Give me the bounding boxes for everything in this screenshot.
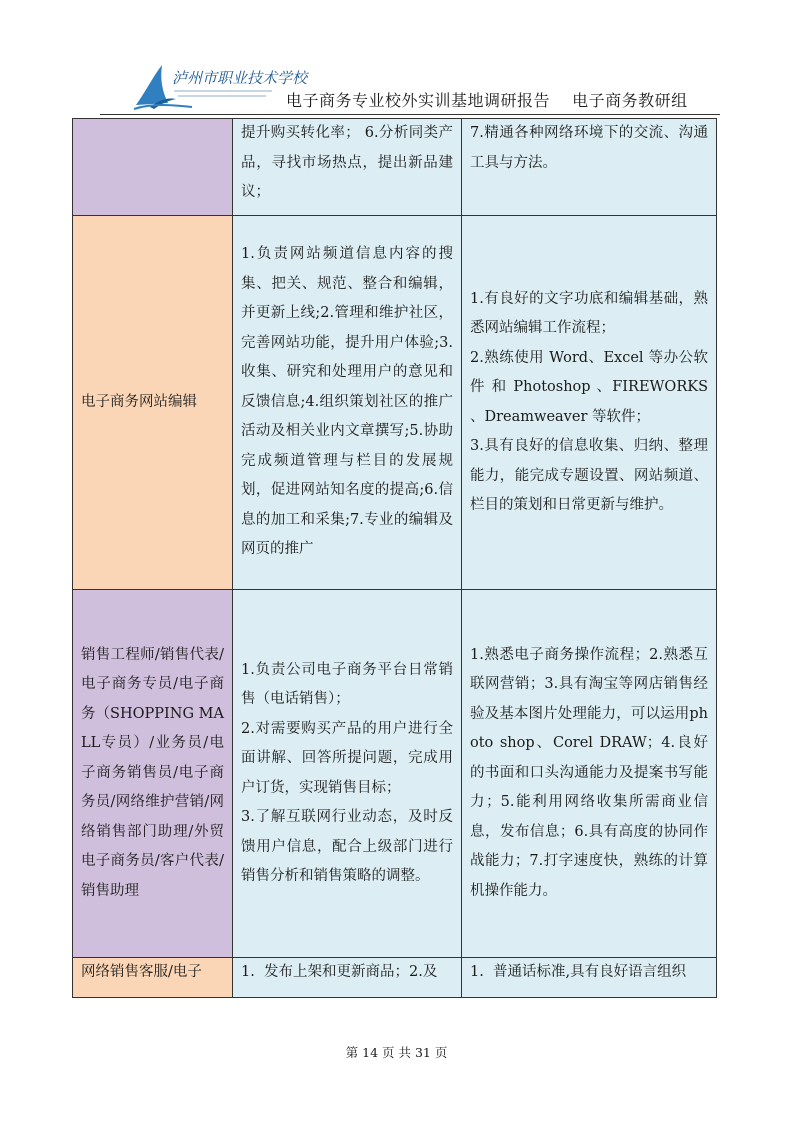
page-number: 第 14 页 共 31 页 <box>345 1045 448 1060</box>
requirements-cell: 1.有良好的文字功底和编辑基础，熟悉网站编辑工作流程； 2.熟练使用 Word、Excel 等办公软件 和 Photoshop 、FIREWORKS 、Dreamweaver 等软件； 3.具有良好的信息收集、归纳、整理能力，能完成专题设置、网站频道、栏目的策划和日常更新与维护。 <box>462 216 717 590</box>
duties-cell: 1. 发布上架和更新商品；2.及 <box>233 958 462 998</box>
table-row <box>73 590 717 958</box>
table-row <box>73 119 717 216</box>
school-logo <box>132 61 308 111</box>
position-cell: 销售工程师/销售代表/电子商务专员/电子商务（SHOPPING MALL专员）/业务员/电子商务销售员/电子商务员/网络维护营销/网络销售部门助理/外贸电子商务员/客户代表/ 销售助理 <box>73 590 233 958</box>
requirements-cell: 1. 普通话标准,具有良好语言组织 <box>462 958 717 998</box>
position-cell: 网络销售客服/电子 <box>73 958 233 998</box>
table-row <box>73 216 717 590</box>
requirements-cell: 1.熟悉电子商务操作流程；2.熟悉互联网营销；3.具有淘宝等网店销售经验及基本图片处理能力，可以运用photo shop、Corel DRAW；4.良好的书面和口头沟通能力及提案书写能力；5.能利用网络收集所需商业信息，发布信息；6.具有高度的协同作战能力；7.打字速度快，熟练的计算机操作能力。 <box>462 590 717 958</box>
position-cell: 电子商务网站编辑 <box>73 216 233 590</box>
duties-cell: 1.负责公司电子商务平台日常销售（电话销售）； 2.对需要购买产品的用户进行全面讲解、回答所提问题，完成用户订货，实现销售目标； 3.了解互联网行业动态，及时反馈用户信息，配合上级部门进行销售分析和销售策略的调整。 <box>233 590 462 958</box>
table-row <box>73 958 717 998</box>
header-title: 电子商务专业校外实训基地调研报告 电子商务教研组 <box>286 91 688 110</box>
job-table <box>72 118 717 998</box>
header-divider <box>100 114 720 115</box>
position-cell <box>73 119 233 216</box>
page-header <box>100 55 720 115</box>
duties-cell: 1.负责网站频道信息内容的搜集、把关、规范、整合和编辑，并更新上线;2.管理和维护社区，完善网站功能，提升用户体验;3.收集、研究和处理用户的意见和反馈信息;4.组织策划社区的推广活动及相关业内文章撰写;5.协助完成频道管理与栏目的发展规划，促进网站知名度的提高;6.信息的加工和采集;7.专业的编辑及网页的推广 <box>233 216 462 590</box>
logo-text: 泸州市职业技术学校 <box>172 69 308 87</box>
duties-cell: 提升购买转化率； 6.分析同类产品，寻找市场热点，提出新品建议； <box>233 119 462 216</box>
requirements-cell: 7.精通各种网络环境下的交流、沟通工具与方法。 <box>462 119 717 216</box>
